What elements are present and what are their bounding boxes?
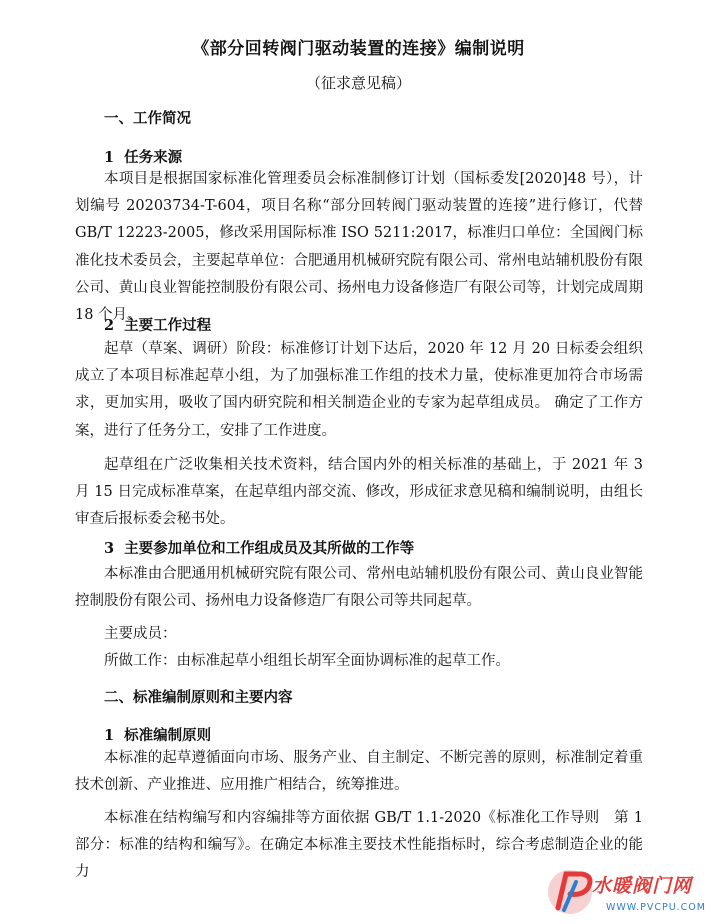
paragraph-drafting-stage: 起草（草案、调研）阶段：标准修订计划下达后，2020 年 12 月 20 日标委会组织成立了本项目标准起草小组，为了加强标准工作组的技术力量，使标准更加符合市场需求，更加实用，吸收了国内研究院和相关制造企业的专家为起草组成员。 确定了工作方案，进行了任务分工，安排了工作进度。: [75, 341, 643, 439]
paragraph-structure: 本标准在结构编写和内容编排等方面依据 GB/T 1.1-2020《标准化工作导则 第 1 部分：标准的结构和编写》。在确定本标准主要技术性能指标时，综合考虑制造企业的能力: [75, 810, 643, 881]
subsection-heading-participants: 3 主要参加单位和工作组成员及其所做的工作等: [104, 540, 415, 557]
document-title: 《部分回转阀门驱动装置的连接》编制说明: [192, 39, 525, 59]
subsection-heading-work-process: 2 主要工作过程: [104, 317, 212, 334]
paragraph-principles: 本标准的起草遵循面向市场、服务产业、自主制定、不断完善的原则，标准制定着重技术创新、产业推进、应用推广相结合，统筹推进。: [75, 750, 643, 794]
watermark-site-url: WWW.PVCPU.COM: [606, 902, 706, 913]
watermark-site-name: 水暖阀门网: [592, 875, 693, 897]
section-heading-2: 二、标准编制原则和主要内容: [104, 689, 293, 706]
paragraph-task-source: 本项目是根据国家标准化管理委员会标准制修订计划（国标委发[2020]48 号），计划编号 20203734-T-604，项目名称“部分回转阀门驱动装置的连接”进行修订，代替 GB/T 12223-2005，修改采用国际标准 ISO 5211:2017，标准归口单位：全国阀门标准化技术委员会，主要起草单位：合肥通用机械研究院有限公司、常州电站辅机股份有限公司、黄山良业智能控制股份有限公司、扬州电力设备修造厂有限公司等，计划完成周期 18 个月。: [75, 171, 643, 324]
section-heading-1: 一、工作简况: [104, 110, 191, 127]
main-members-line: 主要成员：: [104, 626, 177, 642]
paragraph-drafting-group: 起草组在广泛收集相关技术资料，结合国内外的相关标准的基础上，于 2021 年 3 月 15 日完成标准草案，在起草组内部交流、修改，形成征求意见稿和编制说明，由组长审查后报标委会秘书处。: [75, 457, 643, 528]
document-subtitle: （征求意见稿）: [305, 74, 411, 92]
paragraph-drafting-units: 本标准由合肥通用机械研究院有限公司、常州电站辅机股份有限公司、黄山良业智能控制股份有限公司、扬州电力设备修造厂有限公司等共同起草。: [75, 566, 643, 610]
subsection-heading-principles: 1 标准编制原则: [104, 727, 212, 744]
work-done-line: 所做工作：由标准起草小组组长胡军全面协调标准的起草工作。: [104, 653, 510, 669]
subsection-heading-task-source: 1 任务来源: [104, 149, 183, 166]
